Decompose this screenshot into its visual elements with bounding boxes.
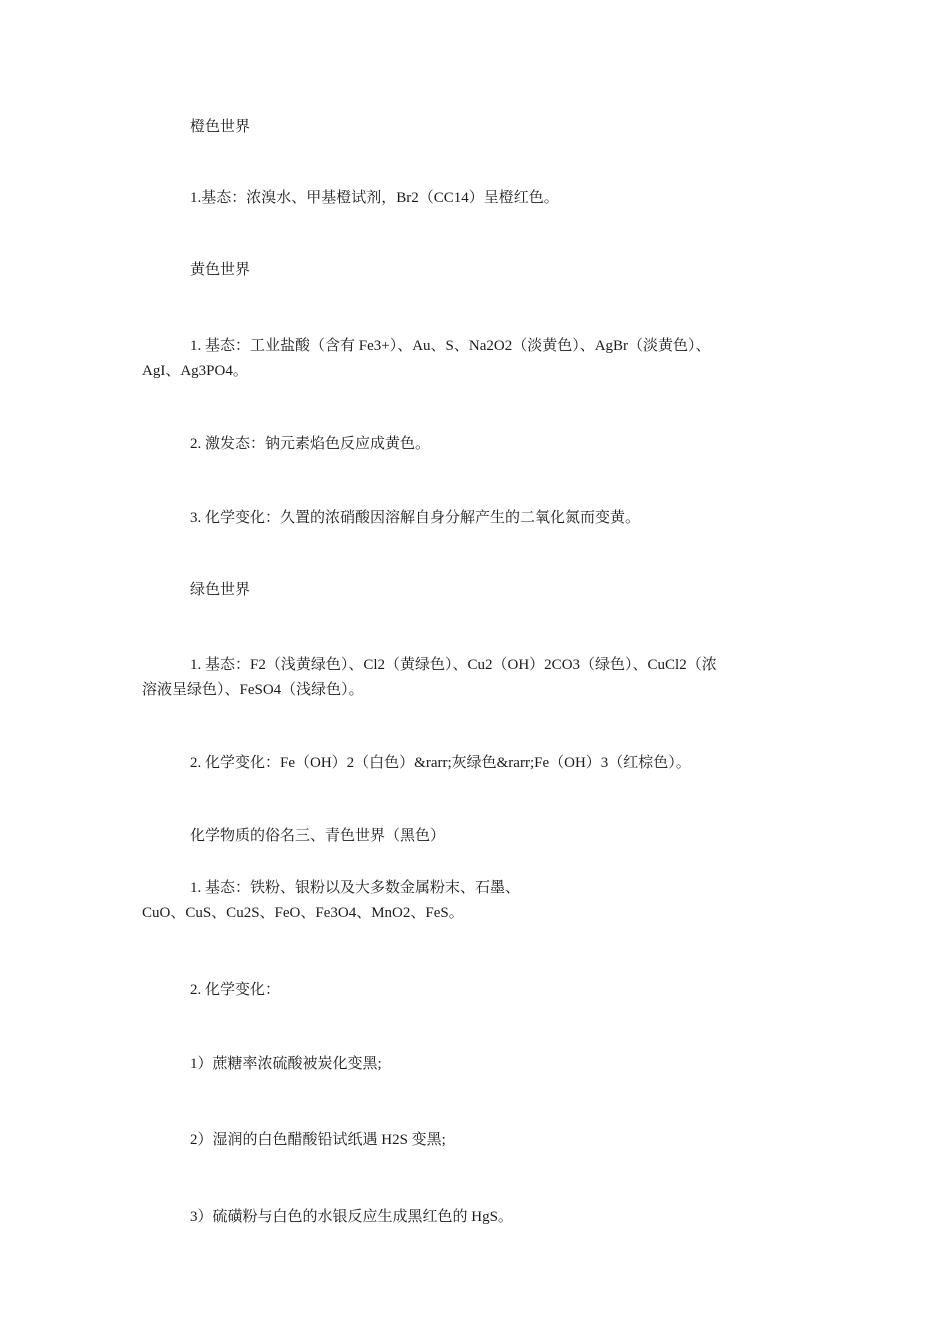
green-paragraph-1-line-2: 溶液呈绿色）、FeSO4（浅绿色）。 xyxy=(142,682,364,698)
yellow-heading: 黄色世界 xyxy=(190,262,251,278)
green-paragraph-2: 2. 化学变化：Fe（OH）2（白色）&rarr;灰绿色&rarr;Fe（OH）3（红棕色）。 xyxy=(190,755,691,771)
black-paragraph-1-line-2: CuO、CuS、Cu2S、FeO、Fe3O4、MnO2、FeS。 xyxy=(142,905,464,921)
yellow-paragraph-3: 3. 化学变化：久置的浓硝酸因溶解自身分解产生的二氧化氮而变黄。 xyxy=(190,510,641,526)
black-list-item-1: 1）蔗糖率浓硫酸被炭化变黑; xyxy=(190,1056,382,1072)
yellow-paragraph-1-line-2: AgI、Ag3PO4。 xyxy=(142,363,248,379)
green-heading: 绿色世界 xyxy=(190,582,251,598)
black-list-item-3: 3）硫磺粉与白色的水银反应生成黑红色的 HgS。 xyxy=(190,1209,513,1225)
green-paragraph-1-line-1: 1. 基态：F2（浅黄绿色）、Cl2（黄绿色）、Cu2（OH）2CO3（绿色）、CuCl2（浓 xyxy=(190,657,717,673)
orange-paragraph-1: 1.基态：浓溴水、甲基橙试剂，Br2（CC14）呈橙红色。 xyxy=(190,190,559,206)
yellow-paragraph-1-line-1: 1. 基态：工业盐酸（含有 Fe3+）、Au、S、Na2O2（淡黄色）、AgBr（淡黄色）、 xyxy=(190,338,711,354)
black-paragraph-2: 2. 化学变化： xyxy=(190,982,281,998)
black-heading: 化学物质的俗名三、青色世界（黑色） xyxy=(190,828,446,844)
black-list-item-2: 2）湿润的白色醋酸铅试纸遇 H2S 变黑; xyxy=(190,1132,446,1148)
yellow-paragraph-2: 2. 激发态：钠元素焰色反应成黄色。 xyxy=(190,436,431,452)
orange-heading: 橙色世界 xyxy=(190,119,251,135)
black-paragraph-1-line-1: 1. 基态：铁粉、银粉以及大多数金属粉末、石墨、 xyxy=(190,880,521,896)
